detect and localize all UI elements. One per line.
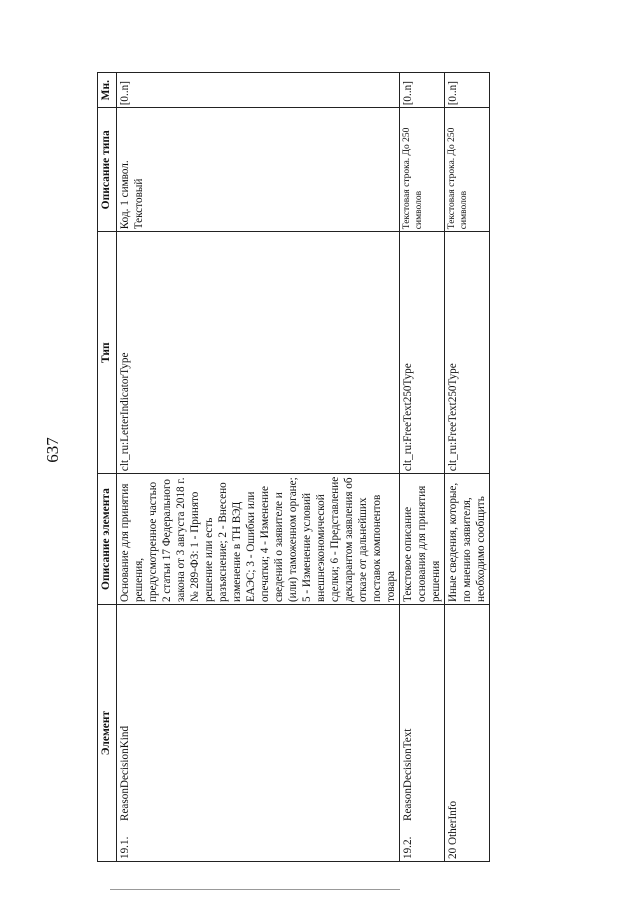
header-type-description: Описание типа bbox=[98, 108, 117, 232]
table-row bbox=[445, 73, 490, 862]
bottom-divider bbox=[110, 889, 400, 890]
element-name: OtherInfo bbox=[447, 800, 459, 845]
row-number: 20 bbox=[447, 847, 459, 859]
header-element: Элемент bbox=[98, 605, 117, 862]
header-multiplicity: Мн. bbox=[98, 73, 117, 108]
type-cell: clt_ru:FreeText250Type bbox=[445, 232, 490, 474]
element-description-cell: Иные сведения, которые, по мнению заявителя, необходимо сообщить bbox=[445, 474, 490, 605]
element-description-cell: Основание для принятия решения, предусмотренное частью 2 статьи 17 Федерального закона от 3 августа 2018 г. № 289-ФЗ: 1 - Принято решение или есть разъяснение; 2 - Внесено изменение в ТН ВЭД ЕАЭС; 3 - Ошибки или опечатки; 4 - Изменение сведений о заявителе и (или) таможенном органе; 5 - Изменение условий внешнеэкономической сделки; 6 - Представление декларантом заявления об отказе от дальнейших поставок компонентов товара bbox=[117, 474, 400, 605]
type-description-cell: Текстовая строка. До 250 символов bbox=[400, 108, 445, 232]
table-row bbox=[117, 73, 400, 862]
element-name: ReasonDecisionKind bbox=[119, 725, 131, 821]
row-number: 19.1. bbox=[119, 836, 131, 859]
header-element-description: Описание элемента bbox=[98, 474, 117, 605]
element-cell bbox=[117, 605, 400, 862]
header-type: Тип bbox=[98, 232, 117, 474]
multiplicity-cell: [0..n] bbox=[400, 73, 445, 108]
multiplicity-cell: [0..n] bbox=[117, 73, 400, 108]
type-cell: clt_ru:FreeText250Type bbox=[400, 232, 445, 474]
table-header-row bbox=[98, 73, 117, 862]
element-cell bbox=[445, 605, 490, 862]
rotated-table-container bbox=[97, 72, 487, 862]
element-description-cell: Текстовое описание основания для принятия решения bbox=[400, 474, 445, 605]
type-description-cell: Код. 1 символ. Текстовый bbox=[117, 108, 400, 232]
type-cell: clt_ru:LetterIndicatorType bbox=[117, 232, 400, 474]
table-row bbox=[400, 73, 445, 862]
page-number: 637 bbox=[43, 437, 62, 463]
multiplicity-cell: [0..n] bbox=[445, 73, 490, 108]
type-description-cell: Текстовая строка. До 250 символов bbox=[445, 108, 490, 232]
element-name: ReasonDecisionText bbox=[402, 728, 414, 821]
data-table bbox=[97, 72, 490, 862]
row-number: 19.2. bbox=[402, 836, 414, 859]
element-cell bbox=[400, 605, 445, 862]
